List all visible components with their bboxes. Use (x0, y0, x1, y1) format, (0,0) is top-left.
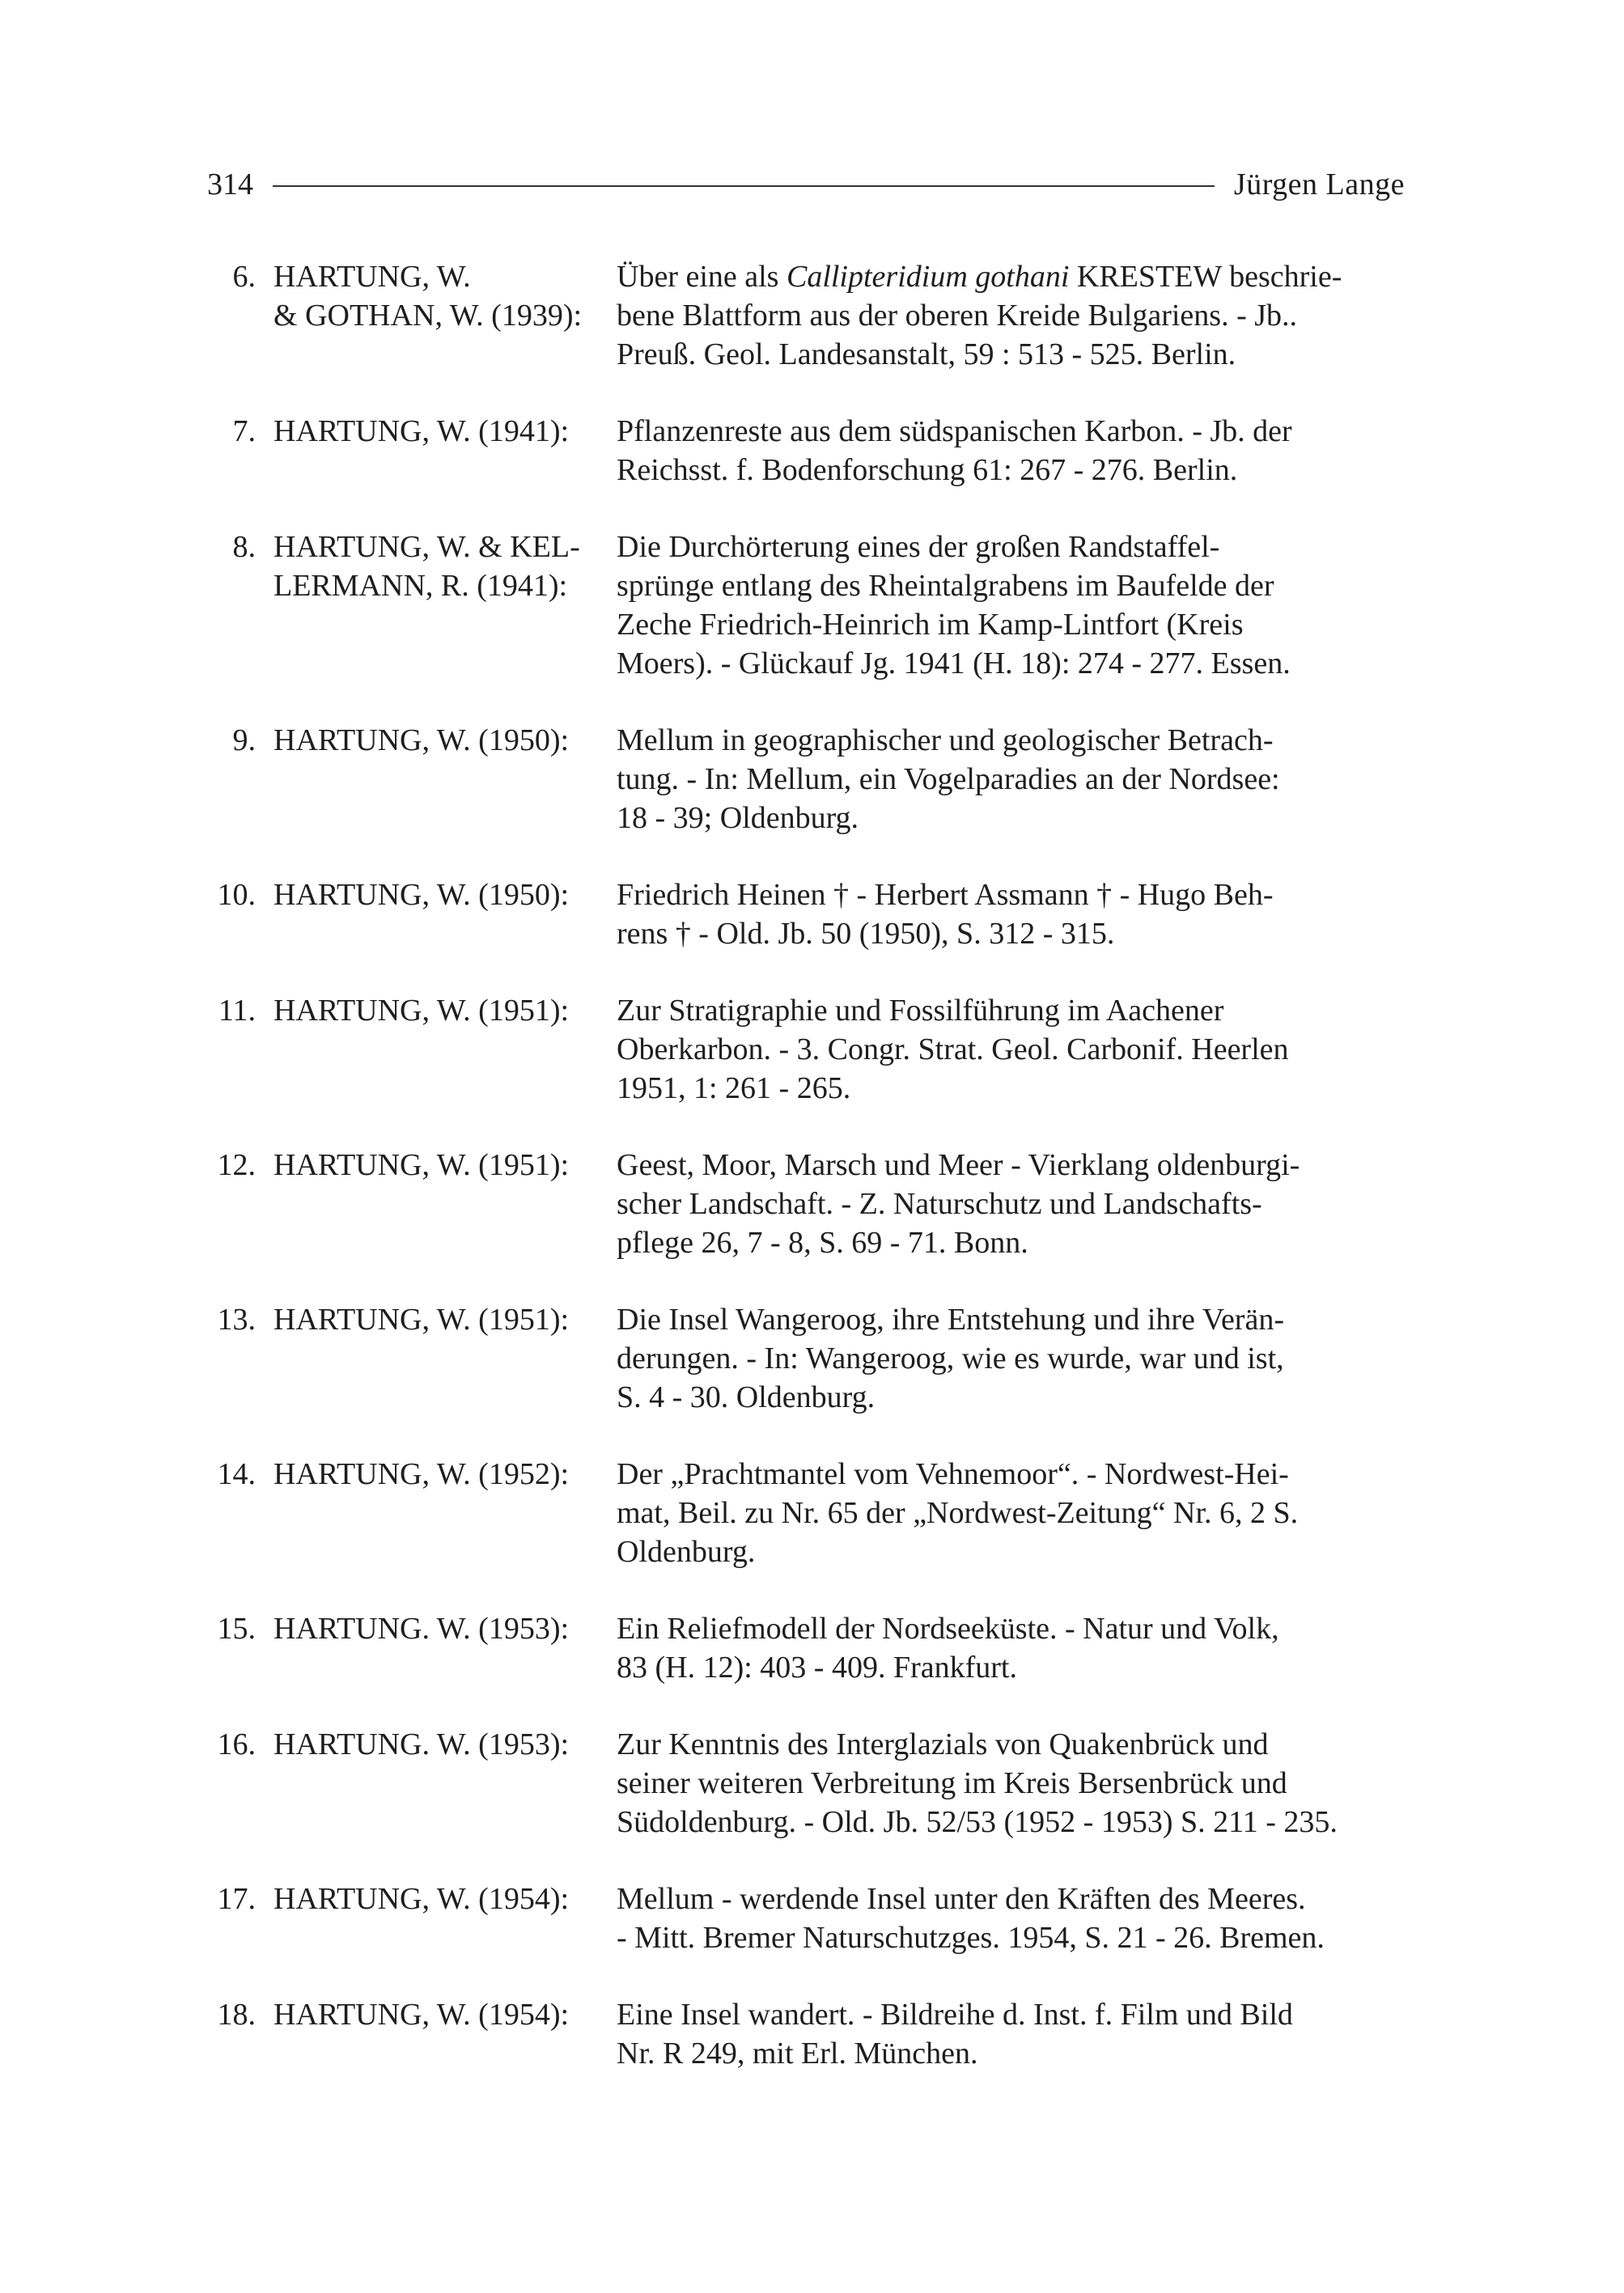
entry-author-line: HARTUNG, W. (1954): (273, 1882, 570, 1916)
entry-number: 12. (217, 1148, 256, 1182)
entry-author (273, 1880, 617, 1957)
entry-title-line: Geest, Moor, Marsch und Meer - Vierklang oldenburgi- (617, 1148, 1300, 1182)
entry-number: 18. (217, 1998, 256, 2032)
entry-author-line: HARTUNG, W. (1950): (273, 723, 570, 757)
header-rule (273, 185, 1215, 187)
entry-title-line: Mellum in geographischer und geologischer Betrach- (617, 723, 1274, 757)
entry-title-line: Zur Stratigraphie und Fossilführung im Aachener (617, 994, 1224, 1028)
entry-title (617, 875, 1405, 953)
entry-title-line: Oberkarbon. - 3. Congr. Strat. Geol. Carbonif. Heerlen (617, 1032, 1289, 1066)
entry-author (273, 257, 617, 374)
entry-title-text: KRESTEW beschrie- (1069, 260, 1342, 294)
entry-title (617, 1995, 1405, 2073)
entry-title-text: Über eine als (617, 260, 787, 294)
entry-author-line: HARTUNG, W. (1951): (273, 1148, 570, 1182)
bibliography-entry (207, 528, 1405, 683)
entry-number: 9. (232, 723, 256, 757)
entry-title-line (617, 257, 1405, 296)
entry-title-line: Südoldenburg. - Old. Jb. 52/53 (1952 - 1953) S. 211 - 235. (617, 1805, 1338, 1839)
bibliography-entry (207, 1609, 1405, 1687)
bibliography-entry (207, 991, 1405, 1108)
entry-title (617, 412, 1405, 490)
bibliography-entry (207, 1725, 1405, 1842)
entry-title-line: rens † - Old. Jb. 50 (1950), S. 312 - 315. (617, 917, 1115, 951)
entry-title-line: - Mitt. Bremer Naturschutzges. 1954, S. 21 - 26. Bremen. (617, 1921, 1325, 1955)
entry-title-line: mat, Beil. zu Nr. 65 der „Nordwest-Zeitung“ Nr. 6, 2 S. (617, 1496, 1299, 1530)
entry-author-line: HARTUNG, W. & KEL- (273, 530, 580, 564)
entry-title-line: Eine Insel wandert. - Bildreihe d. Inst. f. Film und Bild (617, 1998, 1293, 2032)
entry-author-line: & GOTHAN, W. (1939): (273, 299, 583, 333)
entry-title-line: 18 - 39; Oldenburg. (617, 801, 859, 835)
entry-author (273, 1609, 617, 1687)
bibliography-entry (207, 1146, 1405, 1262)
running-head-author: Jürgen Lange (1233, 167, 1405, 201)
entry-author-line: HARTUNG, W. (1952): (273, 1457, 570, 1491)
entry-title-line: tung. - In: Mellum, ein Vogelparadies an der Nordsee: (617, 762, 1280, 796)
entry-title-line: scher Landschaft. - Z. Naturschutz und Landschafts- (617, 1187, 1262, 1221)
entry-author (273, 1995, 617, 2073)
entry-title-line: Preuß. Geol. Landesanstalt, 59 : 513 - 525. Berlin. (617, 337, 1236, 371)
entry-title-line: 1951, 1: 261 - 265. (617, 1071, 851, 1105)
entry-number: 7. (232, 414, 256, 448)
entry-title (617, 1146, 1405, 1262)
entry-title-line: pflege 26, 7 - 8, S. 69 - 71. Bonn. (617, 1226, 1028, 1260)
bibliography-entry (207, 1300, 1405, 1417)
entry-title (617, 257, 1405, 374)
entry-title-line: bene Blattform aus der oberen Kreide Bulgariens. - Jb.. (617, 299, 1298, 333)
entry-author-line: HARTUNG, W. (1951): (273, 994, 570, 1028)
bibliography-entry (207, 1995, 1405, 2073)
entry-number: 6. (232, 260, 256, 294)
entry-author (273, 1725, 617, 1842)
page-number: 314 (207, 167, 253, 201)
entry-number: 11. (218, 994, 256, 1028)
entry-title (617, 1880, 1405, 1957)
bibliography-entry (207, 1455, 1405, 1571)
entry-title-line: sprünge entlang des Rheintalgrabens im Baufelde der (617, 569, 1274, 603)
entry-title-line: Zur Kenntnis des Interglazials von Quakenbrück und (617, 1727, 1269, 1761)
entry-author-line: HARTUNG, W. (1950): (273, 878, 570, 912)
entry-title-line: Mellum - werdende Insel unter den Kräften des Meeres. (617, 1882, 1306, 1916)
entry-title-line: seiner weiteren Verbreitung im Kreis Bersenbrück und (617, 1766, 1287, 1800)
entry-title (617, 1725, 1405, 1842)
entry-author (273, 1300, 617, 1417)
entry-title (617, 991, 1405, 1108)
entry-title (617, 1300, 1405, 1417)
entry-title-line: Oldenburg. (617, 1535, 756, 1569)
entry-author (273, 991, 617, 1108)
entry-author-line: HARTUNG. W. (1953): (273, 1612, 570, 1646)
entry-author-line: HARTUNG, W. (1954): (273, 1998, 570, 2032)
entry-author (273, 528, 617, 683)
entry-title-line: Pflanzenreste aus dem südspanischen Karbon. - Jb. der (617, 414, 1292, 448)
entry-title-line: Ein Reliefmodell der Nordseeküste. - Natur und Volk, (617, 1612, 1279, 1646)
entry-number: 16. (217, 1727, 256, 1761)
entry-author (273, 412, 617, 490)
entry-author (273, 1455, 617, 1571)
entry-number: 14. (217, 1457, 256, 1491)
entry-title-line: Friedrich Heinen † - Herbert Assmann † - Hugo Beh- (617, 878, 1274, 912)
entry-author (273, 1146, 617, 1262)
bibliography-entry (207, 257, 1405, 374)
entry-title-line: S. 4 - 30. Oldenburg. (617, 1380, 876, 1414)
entry-author (273, 875, 617, 953)
entry-author-line: LERMANN, R. (1941): (273, 569, 568, 603)
entry-author-line: HARTUNG. W. (1953): (273, 1727, 570, 1761)
entry-title-line: Reichsst. f. Bodenforschung 61: 267 - 276. Berlin. (617, 453, 1238, 487)
entry-title-line: Die Durchörterung eines der großen Randstaffel- (617, 530, 1220, 564)
entry-title-line: Die Insel Wangeroog, ihre Entstehung und ihre Verän- (617, 1303, 1284, 1337)
bibliography-entry (207, 412, 1405, 490)
entry-title-line: derungen. - In: Wangeroog, wie es wurde, war und ist, (617, 1341, 1284, 1375)
entry-author-line: HARTUNG, W. (273, 260, 471, 294)
entry-number: 15. (217, 1612, 256, 1646)
bibliography-entry (207, 875, 1405, 953)
entry-title (617, 528, 1405, 683)
entry-title (617, 1455, 1405, 1571)
entry-number: 13. (217, 1303, 256, 1337)
entry-title-line: Nr. R 249, mit Erl. München. (617, 2037, 978, 2070)
running-head (207, 160, 1405, 209)
bibliography-entry (207, 1880, 1405, 1957)
bibliography-list (207, 257, 1405, 2111)
entry-title-line: 83 (H. 12): 403 - 409. Frankfurt. (617, 1651, 1017, 1685)
entry-title-line: Der „Prachtmantel vom Vehnemoor“. - Nordwest-Hei- (617, 1457, 1289, 1491)
entry-title-line: Moers). - Glückauf Jg. 1941 (H. 18): 274 - 277. Essen. (617, 646, 1291, 680)
entry-title-line: Zeche Friedrich-Heinrich im Kamp-Lintfort (Kreis (617, 608, 1244, 642)
entry-author (273, 721, 617, 837)
entry-title (617, 1609, 1405, 1687)
entry-author-line: HARTUNG, W. (1951): (273, 1303, 570, 1337)
entry-title (617, 721, 1405, 837)
entry-number: 10. (217, 878, 256, 912)
entry-number: 17. (217, 1882, 256, 1916)
taxon-name: Callipteridium gothani (786, 260, 1070, 294)
entry-author-line: HARTUNG, W. (1941): (273, 414, 570, 448)
bibliography-entry (207, 721, 1405, 837)
entry-number: 8. (232, 530, 256, 564)
